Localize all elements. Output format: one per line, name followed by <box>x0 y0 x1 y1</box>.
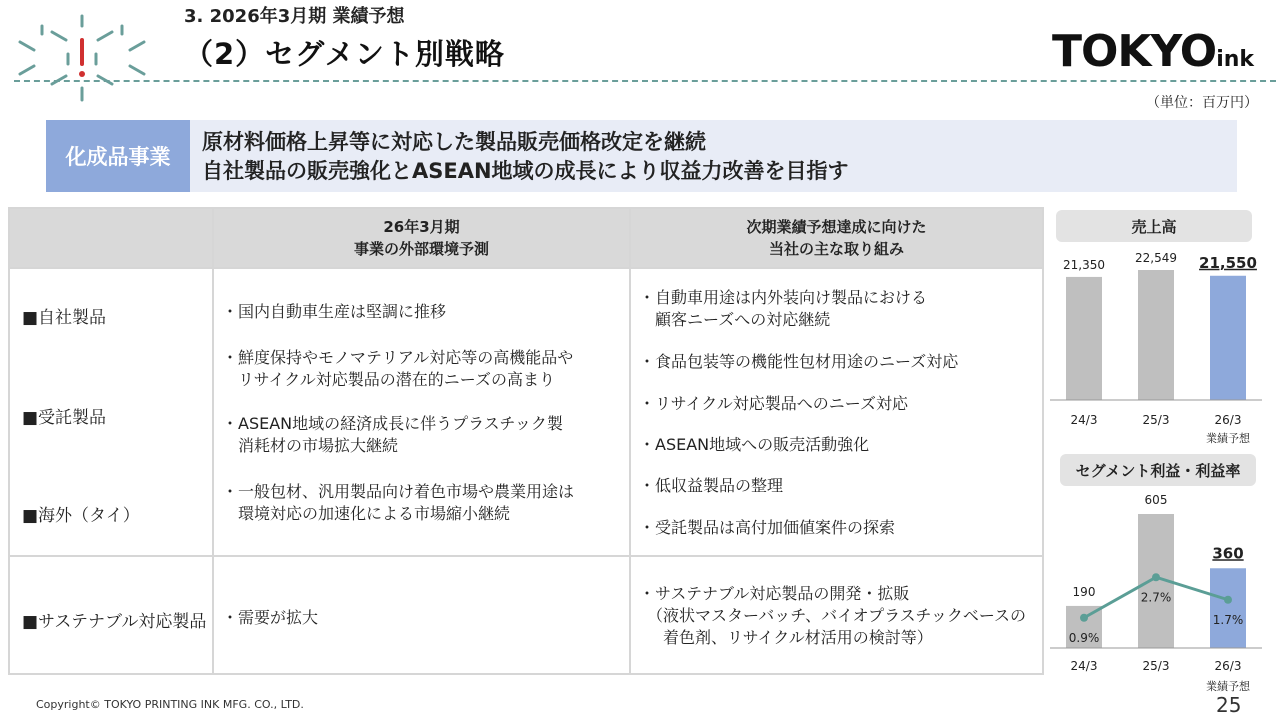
list-item <box>639 583 1026 649</box>
list-item-text: ・鮮度保持やモノマテリアル対応等の高機能品や <box>222 348 574 367</box>
sales-bar <box>1066 277 1102 400</box>
profit-rate-label: 2.7% <box>1140 590 1172 605</box>
list-item-text: リサイクル対応製品の潜在的ニーズの高まり <box>222 370 555 389</box>
list-item: ・需要が拡大 <box>222 608 319 627</box>
profit-rate-point <box>1080 614 1088 622</box>
list-item <box>639 393 908 415</box>
profit-category-label: 25/3 <box>1142 659 1170 673</box>
list-item-text: 環境対応の加速化による市場縮小継続 <box>222 504 511 523</box>
banner-line-1: 原材料価格上昇等に対応した製品販売価格改定を継続 <box>202 130 706 154</box>
list-item-text: 着色剤、リサイクル材活用の検討等） <box>647 628 933 647</box>
list-item-text: 消耗材の市場拡大継続 <box>222 436 399 455</box>
list-item-text: ・リサイクル対応製品へのニーズ対応 <box>639 394 908 413</box>
brand-main: TOKYO <box>1052 26 1217 77</box>
section-title: 3. 2026年3月期 業績予想 <box>184 6 405 27</box>
header-divider <box>14 80 1276 82</box>
banner-line-2: 自社製品の販売強化とASEAN地域の成長により収益力改善を目指す <box>202 159 849 183</box>
decorative-logo-icon <box>8 8 168 108</box>
banner-text <box>202 128 849 186</box>
sales-chart-title: 売上高 <box>1056 210 1252 242</box>
list-item <box>222 301 446 323</box>
profit-rate-label: 0.9% <box>1068 630 1100 645</box>
profit-rate-point <box>1224 596 1232 604</box>
header-text: 次期業績予想達成に向けた <box>746 218 927 236</box>
category-cell <box>9 268 213 556</box>
environment-cell <box>213 268 630 556</box>
brand-sub: ink <box>1216 47 1255 72</box>
sales-value-label: 21,550 <box>1199 253 1257 272</box>
segment-label: 化成品事業 <box>46 120 190 192</box>
profit-rate-label: 1.7% <box>1212 612 1244 627</box>
unit-label: （単位：百万円） <box>1146 95 1258 111</box>
table-header-row <box>9 208 1043 268</box>
category-own-products: ■自社製品 <box>22 308 107 328</box>
list-item-text: ・受託製品は高付加価値案件の探索 <box>639 518 896 537</box>
list-item <box>639 434 869 456</box>
profit-category-note: 業績予想 <box>1206 680 1250 693</box>
strategy-table <box>8 207 1044 675</box>
header-cell-empty <box>9 208 213 268</box>
header-text: 当社の主な取り組み <box>768 240 904 258</box>
header-text: 事業の外部環境予測 <box>353 240 489 258</box>
sales-category-label: 24/3 <box>1070 413 1098 427</box>
table-row <box>9 556 1043 674</box>
sales-value-label: 21,350 <box>1063 257 1105 272</box>
sales-value-label: 22,549 <box>1135 251 1177 265</box>
list-item-text: （液状マスターバッチ、バイオプラスチックベースの <box>647 606 1027 625</box>
category-sustainable: ■サステナブル対応製品 <box>22 612 207 632</box>
sales-category-note: 業績予想 <box>1206 432 1250 445</box>
profit-category-label: 24/3 <box>1070 659 1098 673</box>
header-cell-actions <box>630 208 1043 268</box>
page-number: 25 <box>1216 693 1242 717</box>
category-overseas: ■海外（タイ） <box>22 506 140 526</box>
category-cell <box>9 556 213 674</box>
header-text: 26年3月期 <box>383 218 460 236</box>
list-item <box>222 347 573 391</box>
list-item <box>639 287 927 331</box>
list-item <box>222 413 563 457</box>
list-item-text: ・サステナブル対応製品の開発・拡販 <box>639 584 910 603</box>
list-item <box>222 481 574 525</box>
list-item <box>639 475 783 497</box>
list-item-text: 顧客ニーズへの対応継続 <box>639 310 831 329</box>
list-item-text: ・自動車用途は内外装向け製品における <box>639 288 928 307</box>
list-item <box>639 517 895 539</box>
header-cell-environment <box>213 208 630 268</box>
list-item-text: ・低収益製品の整理 <box>639 476 784 495</box>
sales-bar <box>1138 270 1174 400</box>
summary-banner <box>46 120 1237 192</box>
table-row <box>9 268 1043 556</box>
profit-value-label: 190 <box>1072 584 1096 599</box>
list-item-text: ・国内自動車生産は堅調に推移 <box>222 302 447 321</box>
list-item-text: ・ASEAN地域の経済成長に伴うプラスチック製 <box>222 414 563 433</box>
profit-category-label: 26/3 <box>1214 659 1242 673</box>
profit-value-label: 605 <box>1144 493 1168 507</box>
profit-rate-point <box>1152 573 1160 581</box>
profit-chart <box>1048 488 1268 693</box>
list-item <box>639 351 958 373</box>
sales-category-label: 25/3 <box>1142 413 1170 427</box>
profit-bar <box>1210 568 1246 648</box>
list-item-text: ・食品包装等の機能性包材用途のニーズ対応 <box>639 352 959 371</box>
profit-chart-title: セグメント利益・利益率 <box>1060 454 1256 486</box>
page-title: （2）セグメント別戦略 <box>184 37 505 71</box>
profit-value-label: 360 <box>1212 544 1244 563</box>
sales-bar <box>1210 276 1246 400</box>
sales-category-label: 26/3 <box>1214 413 1242 427</box>
actions-cell <box>630 556 1043 674</box>
environment-cell <box>213 556 630 674</box>
sales-chart <box>1048 244 1268 454</box>
copyright: Copyright© TOKYO PRINTING INK MFG. CO., LTD. <box>36 698 304 711</box>
category-contract-products: ■受託製品 <box>22 408 107 428</box>
actions-cell <box>630 268 1043 556</box>
list-item-text: ・一般包材、汎用製品向け着色市場や農業用途は <box>222 482 575 501</box>
brand-logo <box>1052 26 1254 77</box>
list-item-text: ・ASEAN地域への販売活動強化 <box>639 435 870 454</box>
